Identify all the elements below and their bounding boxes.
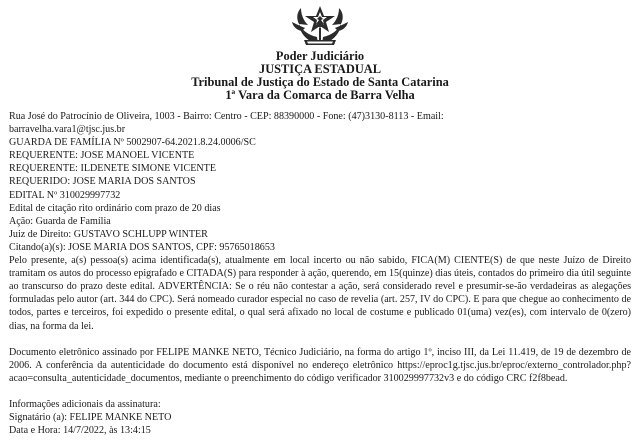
address-line-1: Rua José do Patrocínio de Oliveira, 1003 - Bairro: Centro - CEP: 88390000 - Fone: (47)3130-8113 - Email: [9, 111, 444, 122]
header-line-vara: 1ª Vara da Comarca de Barra Velha [225, 88, 415, 102]
coat-of-arms-icon [290, 4, 350, 50]
header-line-tribunal: Tribunal de Justiça do Estado de Santa Catarina [191, 75, 449, 89]
edital-type: Edital de citação rito ordinário com prazo de 20 dias [9, 202, 221, 214]
signature-info-heading: Informações adicionais da assinatura: [9, 398, 161, 410]
acao: Ação: Guarda de Família [9, 215, 111, 227]
document-body [9, 110, 631, 437]
edital-number: EDITAL Nº 310029997732 [9, 189, 121, 201]
header-line-poder-judiciario: Poder Judiciário [275, 49, 365, 63]
juiz: Juiz de Direito: GUSTAVO SCHLUPP WINTER [9, 228, 208, 240]
signature-paragraph: Documento eletrônico assinado por FELIPE MANKE NETO, Técnico Judiciário, na forma do artigo 1º, inciso III, da Lei 11.419, de 19 de dezembro de 2006. A conferência da autenticidade do documento está disponível no endereço eletrônico https://eproc1g.tjsc.jus.br/eproc/externo_controlador.php?acao=consulta_autenticidade_documentos, mediante o preenchimento do código verificador 310029997732v3 e do código CRC f2f8bead. [9, 346, 631, 384]
requerente-2: REQUERENTE: ILDENETE SIMONE VICENTE [9, 163, 216, 175]
requerido: REQUERIDO: JOSE MARIA DOS SANTOS [9, 176, 196, 188]
requerente-1: REQUERENTE: JOSE MANOEL VICENTE [9, 150, 195, 162]
data-hora: Data e Hora: 14/7/2022, às 13:4:15 [9, 425, 151, 437]
body-paragraph: Pelo presente, a(s) pessoa(s) acima identificada(s), atualmente em local incerto ou não sabido, FICA(M) CIENTE(S) de que neste Juízo de Direito tramitam os autos do processo epigrafado e CITADA(S) para responder à ação, querendo, em 15(quinze) dias úteis, contados do primeiro dia útil seguinte ao transcurso do prazo deste edital. ADVERTÊNCIA: Se o réu não contestar a ação, será considerado revel e presumir-se-ão verdadeiras as alegações formuladas pelo autor (art. 344 do CPC). Será nomeado curador especial no caso de revelia (art. 257, IV do CPC). E para que chegue ao conhecimento de todos, partes e terceiros, foi expedido o presente edital, o qual será afixado no local de costume e publicado 01(uma) vez(es), com intervalo de 0(zero) dias, na forma da lei. [9, 255, 631, 332]
citando: Citando(a)(s): JOSE MARIA DOS SANTOS, CPF: 95765018653 [9, 241, 275, 253]
header-line-justica-estadual: JUSTIÇA ESTADUAL [259, 62, 381, 76]
process-number: GUARDA DE FAMÍLIA Nº 5002907-64.2021.8.24.0006/SC [9, 137, 256, 149]
signatario: Signatário (a): FELIPE MANKE NETO [9, 411, 172, 423]
document-header [9, 50, 631, 102]
address-line-2: barravelha.vara1@tjsc.jus.br [9, 124, 126, 136]
